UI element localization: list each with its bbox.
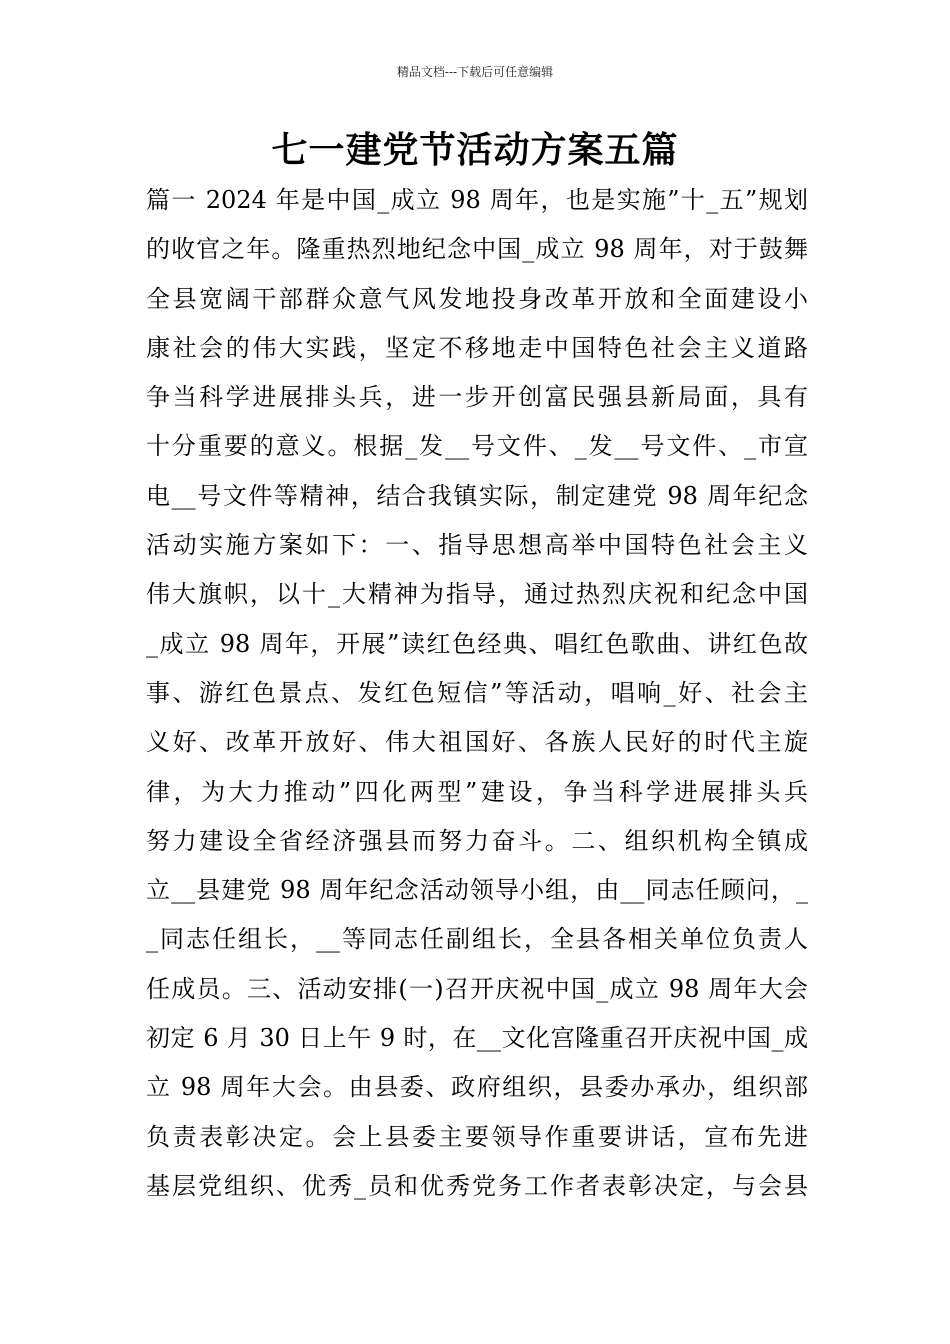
body-line: 的收官之年。隆重热烈地纪念中国_成立 98 周年，对于鼓舞 bbox=[146, 235, 808, 264]
body-line: 负责表彰决定。会上县委主要领导作重要讲话，宣布先进 bbox=[146, 1122, 808, 1151]
body-line: 立__县建党 98 周年纪念活动领导小组，由__同志任顾问，_ bbox=[146, 876, 808, 905]
body-line: 努力建设全省经济强县而努力奋斗。二、组织机构全镇成 bbox=[146, 826, 808, 855]
body-line: 初定 6 月 30 日上午 9 时，在__文化宫隆重召开庆祝中国_成 bbox=[146, 1024, 808, 1053]
body-line: 全县宽阔干部群众意气风发地投身改革开放和全面建设小 bbox=[146, 284, 808, 313]
document-title: 七一建党节活动方案五篇 bbox=[271, 129, 679, 171]
body-line: 基层党组织、优秀_员和优秀党务工作者表彰决定，与会县 bbox=[146, 1171, 808, 1200]
body-line: 义好、改革开放好、伟大祖国好、各族人民好的时代主旋 bbox=[146, 728, 808, 757]
body-line: 康社会的伟大实践，坚定不移地走中国特色社会主义道路 bbox=[146, 333, 808, 362]
body-line: 篇一 2024 年是中国_成立 98 周年，也是实施”十_五”规划 bbox=[146, 186, 808, 214]
body-line: 活动实施方案如下：一、指导思想高举中国特色社会主义 bbox=[146, 531, 808, 560]
body-line: 伟大旗帜，以十_大精神为指导，通过热烈庆祝和纪念中国 bbox=[146, 580, 808, 609]
document-body bbox=[146, 176, 808, 1211]
body-line: _同志任组长，__等同志任副组长，全县各相关单位负责人 bbox=[146, 925, 808, 954]
body-line: 任成员。三、活动安排(一)召开庆祝中国_成立 98 周年大会 bbox=[146, 974, 808, 1003]
body-line: 十分重要的意义。根据_发__号文件、_发__号文件、_市宣 bbox=[146, 432, 808, 461]
body-line: 争当科学进展排头兵，进一步开创富民强县新局面，具有 bbox=[146, 383, 808, 412]
body-line: 事、游红色景点、发红色短信”等活动，唱响_好、社会主 bbox=[146, 678, 808, 707]
body-line: 律，为大力推动”四化两型”建设，争当科学进展排头兵 bbox=[146, 777, 808, 806]
body-line: _成立 98 周年，开展”读红色经典、唱红色歌曲、讲红色故 bbox=[146, 629, 808, 658]
page-header: 精品文档---下载后可任意编辑 bbox=[396, 65, 554, 79]
body-line: 立 98 周年大会。由县委、政府组织，县委办承办，组织部 bbox=[146, 1073, 808, 1102]
body-line: 电__号文件等精神，结合我镇实际，制定建党 98 周年纪念 bbox=[146, 481, 808, 510]
